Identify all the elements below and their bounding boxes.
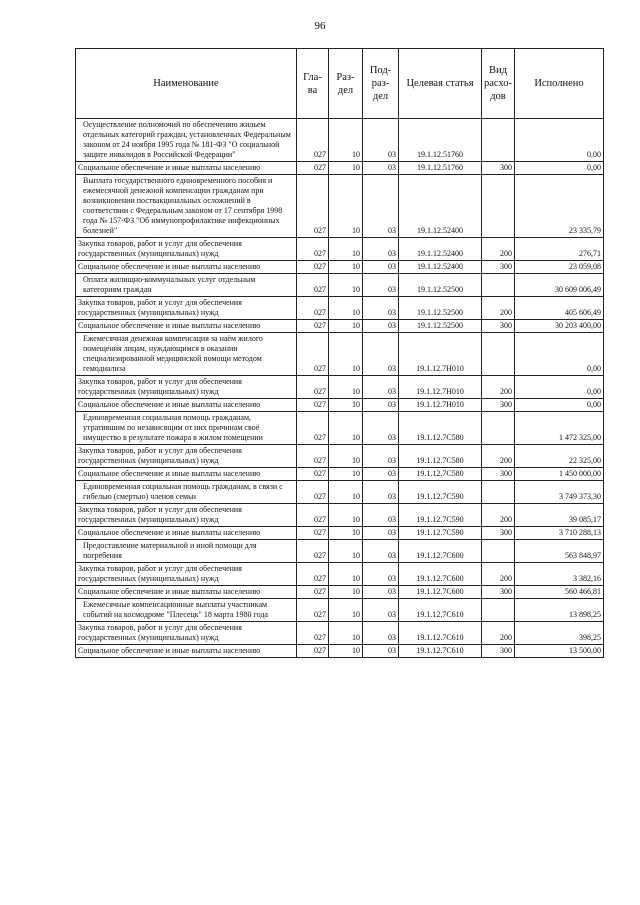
- cell-subsection: 03: [363, 399, 399, 412]
- cell-subsection: 03: [363, 504, 399, 527]
- table-row: [76, 445, 604, 468]
- cell-name: Социальное обеспечение и иные выплаты населению: [76, 527, 297, 540]
- cell-expense-type: [482, 481, 515, 504]
- cell-subsection: 03: [363, 412, 399, 445]
- cell-subsection: 03: [363, 162, 399, 175]
- table-row: [76, 399, 604, 412]
- cell-name: Предоставление материальной и иной помощи для погребения: [76, 540, 297, 563]
- cell-subsection: 03: [363, 238, 399, 261]
- cell-expense-type: [482, 175, 515, 238]
- cell-chapter: 027: [297, 412, 329, 445]
- cell-executed: 22 325,00: [515, 445, 604, 468]
- cell-expense-type: [482, 119, 515, 162]
- table-row: [76, 540, 604, 563]
- table-row: [76, 468, 604, 481]
- cell-target-item: 19.1.12.52500: [399, 320, 482, 333]
- cell-executed: 13 500,00: [515, 645, 604, 658]
- budget-table: [75, 48, 604, 658]
- cell-chapter: 027: [297, 645, 329, 658]
- cell-name: Ежемесячные компенсационные выплаты участникам событий на космодроме "Плесецк" 18 марта 1980 года: [76, 599, 297, 622]
- cell-chapter: 027: [297, 622, 329, 645]
- cell-name: Социальное обеспечение и иные выплаты населению: [76, 645, 297, 658]
- table-row: [76, 527, 604, 540]
- cell-section: 10: [329, 297, 363, 320]
- cell-executed: 13 898,25: [515, 599, 604, 622]
- cell-subsection: 03: [363, 376, 399, 399]
- cell-subsection: 03: [363, 481, 399, 504]
- cell-executed: 0,00: [515, 399, 604, 412]
- cell-executed: 0,00: [515, 119, 604, 162]
- cell-target-item: 19.1.12.7Н010: [399, 333, 482, 376]
- cell-executed: 1 450 000,00: [515, 468, 604, 481]
- cell-section: 10: [329, 333, 363, 376]
- cell-subsection: 03: [363, 599, 399, 622]
- cell-target-item: 19.1.12.7Н010: [399, 376, 482, 399]
- table-row: [76, 175, 604, 238]
- cell-section: 10: [329, 622, 363, 645]
- cell-expense-type: 300: [482, 162, 515, 175]
- cell-target-item: 19.1.12.7С610: [399, 599, 482, 622]
- header-executed: Исполнено: [515, 49, 604, 119]
- cell-expense-type: 300: [482, 468, 515, 481]
- header-name: Наименование: [76, 49, 297, 119]
- cell-executed: 0,00: [515, 162, 604, 175]
- table-row: [76, 320, 604, 333]
- header-subsection: Под- раз- дел: [363, 49, 399, 119]
- table-row: [76, 504, 604, 527]
- cell-expense-type: 300: [482, 527, 515, 540]
- table-row: [76, 376, 604, 399]
- cell-name: Социальное обеспечение и иные выплаты населению: [76, 162, 297, 175]
- cell-executed: 30 203 400,00: [515, 320, 604, 333]
- cell-section: 10: [329, 586, 363, 599]
- table-row: [76, 563, 604, 586]
- cell-chapter: 027: [297, 274, 329, 297]
- cell-expense-type: 300: [482, 586, 515, 599]
- cell-chapter: 027: [297, 261, 329, 274]
- cell-target-item: 19.1.12.7С610: [399, 622, 482, 645]
- cell-chapter: 027: [297, 504, 329, 527]
- cell-expense-type: 200: [482, 563, 515, 586]
- cell-target-item: 19.1.12.7С600: [399, 540, 482, 563]
- cell-expense-type: [482, 274, 515, 297]
- cell-expense-type: [482, 412, 515, 445]
- cell-chapter: 027: [297, 399, 329, 412]
- cell-target-item: 19.1.12.52400: [399, 175, 482, 238]
- table-row: [76, 238, 604, 261]
- cell-subsection: 03: [363, 119, 399, 162]
- cell-target-item: 19.1.12.51760: [399, 162, 482, 175]
- cell-subsection: 03: [363, 261, 399, 274]
- cell-section: 10: [329, 119, 363, 162]
- cell-executed: 405 606,49: [515, 297, 604, 320]
- cell-subsection: 03: [363, 175, 399, 238]
- header-chapter: Гла- ва: [297, 49, 329, 119]
- cell-expense-type: 200: [482, 297, 515, 320]
- cell-chapter: 027: [297, 586, 329, 599]
- cell-expense-type: 300: [482, 261, 515, 274]
- cell-name: Закупка товаров, работ и услуг для обеспечения государственных (муниципальных) нужд: [76, 563, 297, 586]
- cell-chapter: 027: [297, 540, 329, 563]
- cell-expense-type: 200: [482, 445, 515, 468]
- cell-section: 10: [329, 238, 363, 261]
- cell-expense-type: 200: [482, 238, 515, 261]
- cell-target-item: 19.1.12.7С610: [399, 645, 482, 658]
- table-header-row: [76, 49, 604, 119]
- cell-section: 10: [329, 412, 363, 445]
- cell-chapter: 027: [297, 599, 329, 622]
- cell-target-item: 19.1.12.7С600: [399, 586, 482, 599]
- cell-expense-type: 300: [482, 645, 515, 658]
- cell-name: Закупка товаров, работ и услуг для обеспечения государственных (муниципальных) нужд: [76, 297, 297, 320]
- cell-name: Выплата государственного единовременного пособия и ежемесячной денежной компенсации гражданам при возникновении поствакцинальных осложнений в соответствии с Федеральным законом от 17 сентября 1998 года № 157-ФЗ "Об иммунопрофилактике инфекционных болезней": [76, 175, 297, 238]
- cell-executed: 1 472 325,00: [515, 412, 604, 445]
- cell-target-item: 19.1.12.7С580: [399, 412, 482, 445]
- cell-name: Социальное обеспечение и иные выплаты населению: [76, 399, 297, 412]
- cell-section: 10: [329, 599, 363, 622]
- cell-name: Закупка товаров, работ и услуг для обеспечения государственных (муниципальных) нужд: [76, 445, 297, 468]
- table-row: [76, 645, 604, 658]
- cell-section: 10: [329, 399, 363, 412]
- cell-section: 10: [329, 274, 363, 297]
- cell-executed: 0,00: [515, 376, 604, 399]
- cell-chapter: 027: [297, 376, 329, 399]
- cell-target-item: 19.1.12.7С590: [399, 527, 482, 540]
- cell-target-item: 19.1.12.52400: [399, 238, 482, 261]
- header-section: Раз- дел: [329, 49, 363, 119]
- cell-target-item: 19.1.12.7С590: [399, 504, 482, 527]
- cell-executed: 39 085,17: [515, 504, 604, 527]
- cell-name: Единовременная социальная помощь гражданам, утратившим по независящим от них причинам своё имущество в результате пожара в жилом помещении: [76, 412, 297, 445]
- cell-target-item: 19.1.12.7С590: [399, 481, 482, 504]
- cell-section: 10: [329, 468, 363, 481]
- cell-name: Закупка товаров, работ и услуг для обеспечения государственных (муниципальных) нужд: [76, 376, 297, 399]
- cell-subsection: 03: [363, 297, 399, 320]
- cell-subsection: 03: [363, 468, 399, 481]
- cell-executed: 563 848,97: [515, 540, 604, 563]
- cell-section: 10: [329, 320, 363, 333]
- cell-expense-type: 200: [482, 622, 515, 645]
- cell-expense-type: 200: [482, 376, 515, 399]
- cell-chapter: 027: [297, 297, 329, 320]
- cell-section: 10: [329, 645, 363, 658]
- cell-executed: 30 609 006,49: [515, 274, 604, 297]
- cell-subsection: 03: [363, 274, 399, 297]
- cell-section: 10: [329, 481, 363, 504]
- cell-section: 10: [329, 261, 363, 274]
- cell-executed: 398,25: [515, 622, 604, 645]
- table-row: [76, 119, 604, 162]
- cell-name: Единовременная социальная помощь гражданам, в связи с гибелью (смертью) членов семьи: [76, 481, 297, 504]
- cell-chapter: 027: [297, 333, 329, 376]
- cell-name: Оплата жилищно-коммунальных услуг отдельным категориям граждан: [76, 274, 297, 297]
- cell-section: 10: [329, 540, 363, 563]
- cell-chapter: 027: [297, 527, 329, 540]
- table-row: [76, 622, 604, 645]
- cell-executed: 560 466,81: [515, 586, 604, 599]
- cell-subsection: 03: [363, 622, 399, 645]
- cell-chapter: 027: [297, 162, 329, 175]
- cell-name: Социальное обеспечение и иные выплаты населению: [76, 320, 297, 333]
- cell-expense-type: [482, 333, 515, 376]
- cell-section: 10: [329, 527, 363, 540]
- cell-chapter: 027: [297, 238, 329, 261]
- cell-chapter: 027: [297, 445, 329, 468]
- cell-target-item: 19.1.12.7С580: [399, 468, 482, 481]
- cell-target-item: 19.1.12.7С600: [399, 563, 482, 586]
- cell-chapter: 027: [297, 320, 329, 333]
- cell-name: Социальное обеспечение и иные выплаты населению: [76, 586, 297, 599]
- cell-name: Закупка товаров, работ и услуг для обеспечения государственных (муниципальных) нужд: [76, 504, 297, 527]
- cell-executed: 3 710 288,13: [515, 527, 604, 540]
- cell-target-item: 19.1.12.52400: [399, 261, 482, 274]
- cell-section: 10: [329, 504, 363, 527]
- cell-executed: 23 059,08: [515, 261, 604, 274]
- table-row: [76, 274, 604, 297]
- cell-executed: 0,00: [515, 333, 604, 376]
- cell-expense-type: 300: [482, 399, 515, 412]
- cell-section: 10: [329, 162, 363, 175]
- header-target-item: Целевая статья: [399, 49, 482, 119]
- table-row: [76, 481, 604, 504]
- table-row: [76, 297, 604, 320]
- cell-chapter: 027: [297, 563, 329, 586]
- header-expense-type: Вид расхо- дов: [482, 49, 515, 119]
- cell-subsection: 03: [363, 540, 399, 563]
- cell-target-item: 19.1.12.7С580: [399, 445, 482, 468]
- cell-section: 10: [329, 376, 363, 399]
- table-row: [76, 412, 604, 445]
- table-row: [76, 261, 604, 274]
- cell-section: 10: [329, 445, 363, 468]
- table-row: [76, 586, 604, 599]
- cell-executed: 23 335,79: [515, 175, 604, 238]
- cell-expense-type: 200: [482, 504, 515, 527]
- table-row: [76, 162, 604, 175]
- cell-subsection: 03: [363, 586, 399, 599]
- cell-subsection: 03: [363, 445, 399, 468]
- cell-section: 10: [329, 563, 363, 586]
- cell-subsection: 03: [363, 320, 399, 333]
- cell-name: Социальное обеспечение и иные выплаты населению: [76, 261, 297, 274]
- cell-executed: 3 749 373,30: [515, 481, 604, 504]
- cell-target-item: 19.1.12.52500: [399, 274, 482, 297]
- cell-chapter: 027: [297, 481, 329, 504]
- cell-subsection: 03: [363, 563, 399, 586]
- cell-subsection: 03: [363, 333, 399, 376]
- cell-executed: 276,71: [515, 238, 604, 261]
- table-row: [76, 599, 604, 622]
- cell-name: Закупка товаров, работ и услуг для обеспечения государственных (муниципальных) нужд: [76, 238, 297, 261]
- cell-chapter: 027: [297, 119, 329, 162]
- cell-name: Социальное обеспечение и иные выплаты населению: [76, 468, 297, 481]
- cell-subsection: 03: [363, 645, 399, 658]
- table-row: [76, 333, 604, 376]
- cell-subsection: 03: [363, 527, 399, 540]
- page-number: 96: [314, 20, 326, 32]
- cell-expense-type: [482, 540, 515, 563]
- cell-expense-type: 300: [482, 320, 515, 333]
- cell-name: Ежемесячная денежная компенсация за наём жилого помещения лицам, нуждающимся в оказании специализированной медицинской помощи методом гемодиализа: [76, 333, 297, 376]
- cell-executed: 3 382,16: [515, 563, 604, 586]
- cell-target-item: 19.1.12.52500: [399, 297, 482, 320]
- cell-target-item: 19.1.12.51760: [399, 119, 482, 162]
- cell-section: 10: [329, 175, 363, 238]
- cell-chapter: 027: [297, 175, 329, 238]
- cell-name: Осуществление полномочий по обеспечению жильем отдельных категорий граждан, установленных Федеральным законом от 24 ноября 1995 года № 181-ФЗ "О социальной защите инвалидов в Российской Федерации": [76, 119, 297, 162]
- cell-target-item: 19.1.12.7Н010: [399, 399, 482, 412]
- cell-name: Закупка товаров, работ и услуг для обеспечения государственных (муниципальных) нужд: [76, 622, 297, 645]
- cell-expense-type: [482, 599, 515, 622]
- cell-chapter: 027: [297, 468, 329, 481]
